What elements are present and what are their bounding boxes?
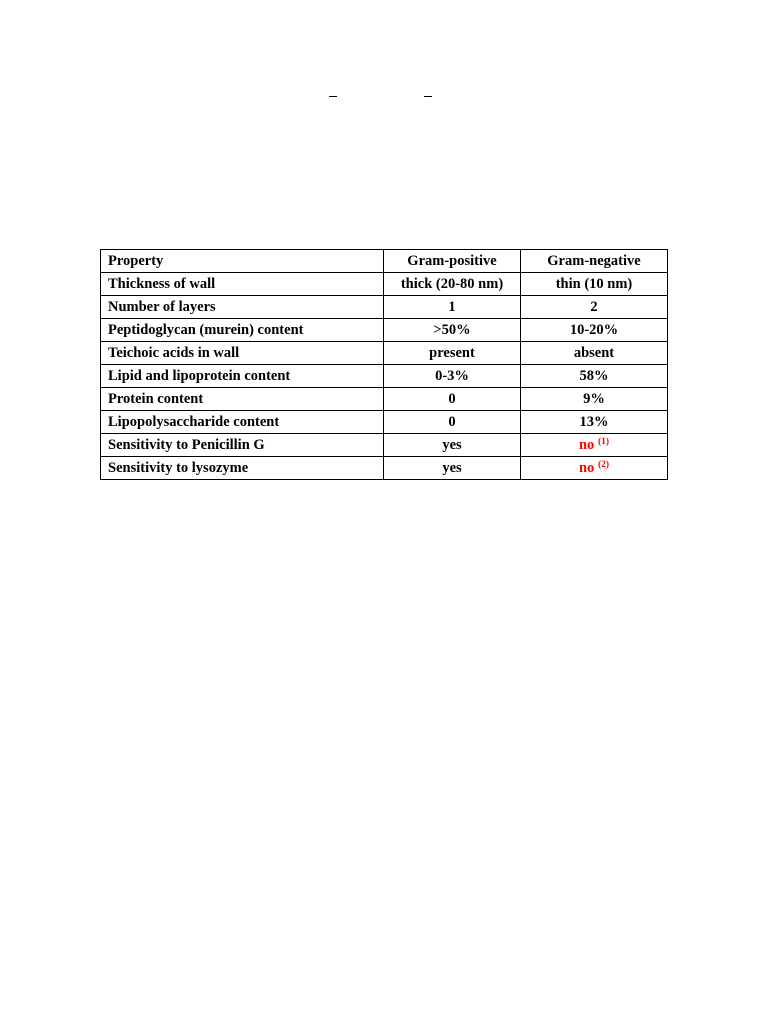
row-property: Thickness of wall (101, 273, 384, 296)
row-property: Lipopolysaccharide content (101, 411, 384, 434)
table-row (101, 342, 668, 365)
table-row (101, 296, 668, 319)
row-gram-positive: 1 (384, 296, 521, 319)
row-property: Protein content (101, 388, 384, 411)
row-gram-negative: thin (10 nm) (521, 273, 668, 296)
table-row (101, 388, 668, 411)
table-row (101, 411, 668, 434)
table-row (101, 273, 668, 296)
title-dash-left (329, 96, 337, 97)
footnote-marker: (2) (597, 460, 610, 470)
row-gram-positive: yes (384, 434, 521, 457)
row-gram-negative: 13% (521, 411, 668, 434)
row-property: Peptidoglycan (murein) content (101, 319, 384, 342)
row-gram-positive: present (384, 342, 521, 365)
row-gram-negative-cell (521, 457, 668, 480)
cell-wall-comparison-table (100, 249, 668, 480)
table-row (101, 365, 668, 388)
header-property: Property (101, 250, 384, 273)
row-gram-negative: no (578, 460, 595, 476)
header-row (101, 250, 668, 273)
row-gram-negative: 2 (521, 296, 668, 319)
row-property: Teichoic acids in wall (101, 342, 384, 365)
header-gram-positive: Gram-positive (384, 250, 521, 273)
row-property: Sensitivity to Penicillin G (101, 434, 384, 457)
row-property: Lipid and lipoprotein content (101, 365, 384, 388)
row-gram-positive: 0 (384, 388, 521, 411)
row-property: Number of layers (101, 296, 384, 319)
row-gram-negative: no (578, 437, 595, 453)
table-row (101, 457, 668, 480)
row-gram-positive: 0-3% (384, 365, 521, 388)
row-property: Sensitivity to lysozyme (101, 457, 384, 480)
header-gram-negative: Gram-negative (521, 250, 668, 273)
table-row (101, 319, 668, 342)
row-gram-negative: 58% (521, 365, 668, 388)
row-gram-positive: >50% (384, 319, 521, 342)
row-gram-positive: yes (384, 457, 521, 480)
row-gram-negative-cell (521, 434, 668, 457)
row-gram-negative: 9% (521, 388, 668, 411)
title-dash-right (424, 96, 432, 97)
row-gram-negative: absent (521, 342, 668, 365)
footnote-marker: (1) (597, 437, 610, 447)
table-row (101, 434, 668, 457)
row-gram-positive: 0 (384, 411, 521, 434)
row-gram-positive: thick (20-80 nm) (384, 273, 521, 296)
row-gram-negative: 10-20% (521, 319, 668, 342)
